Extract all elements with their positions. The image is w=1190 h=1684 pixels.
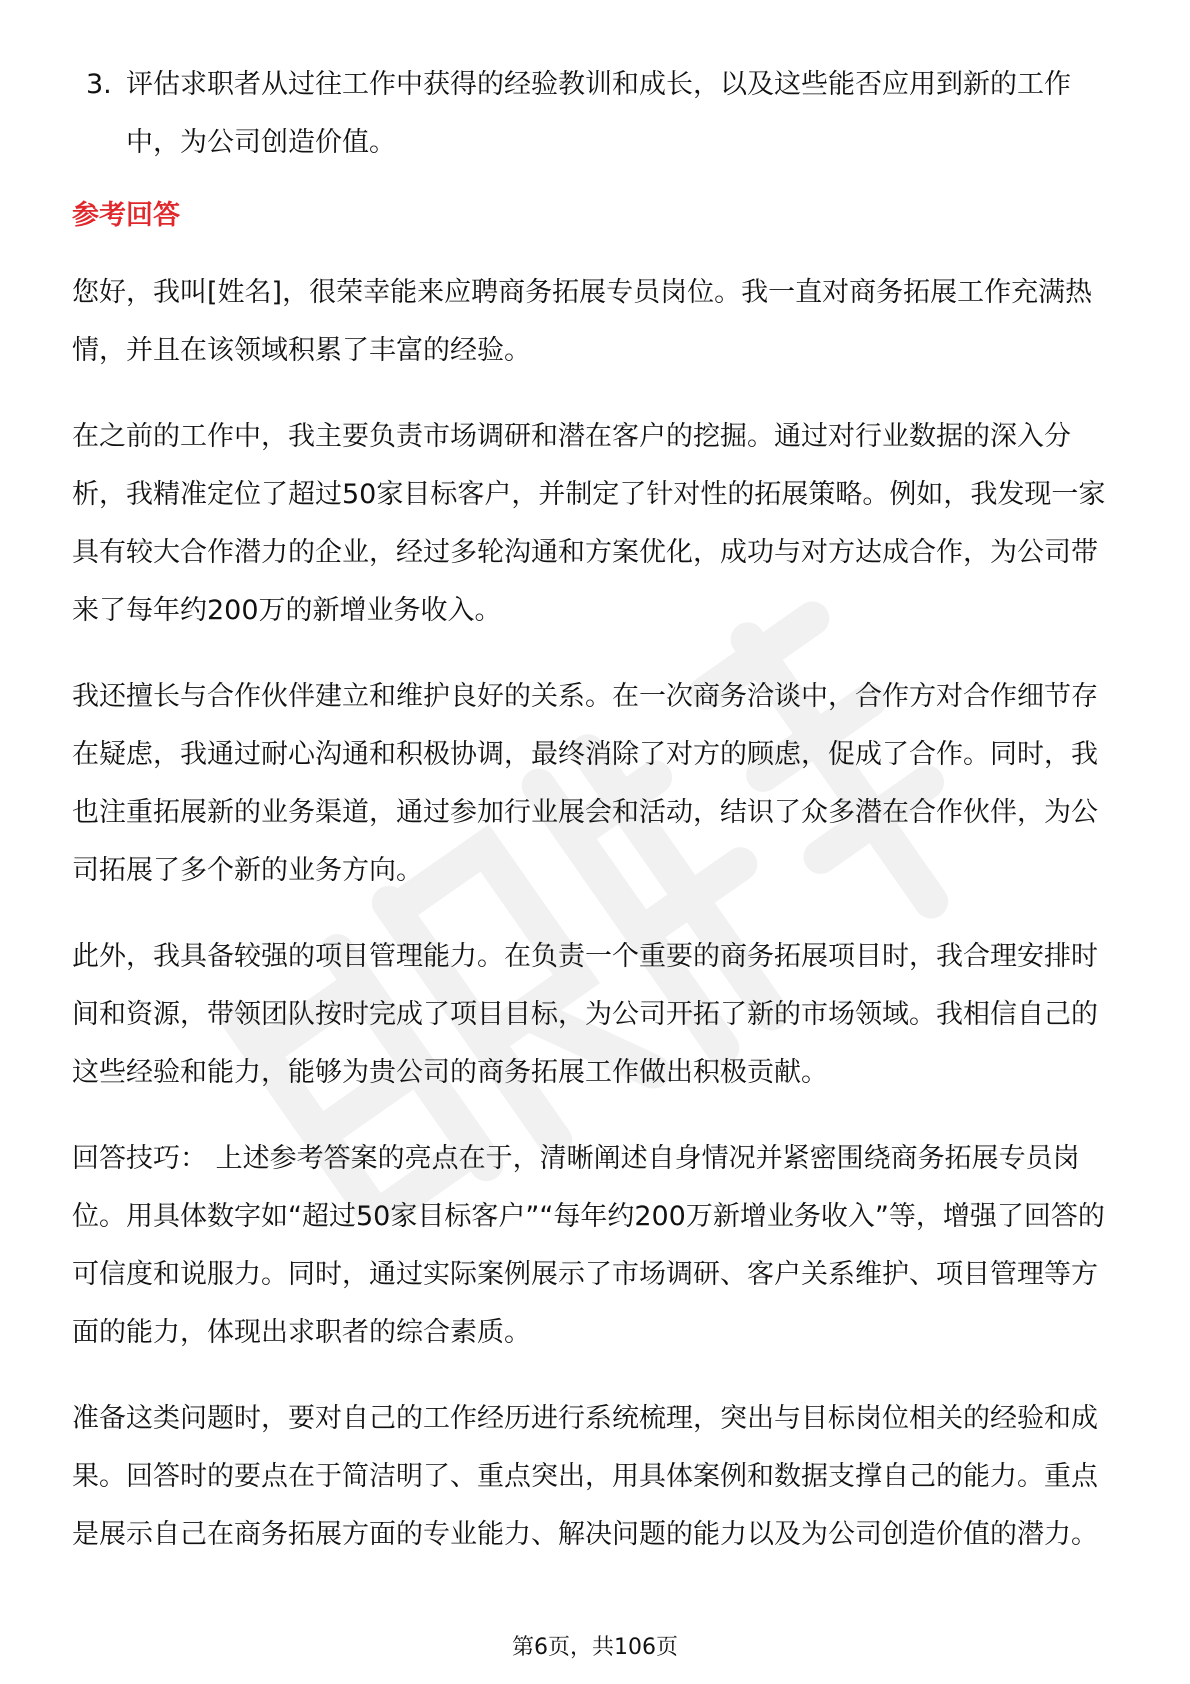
answer-heading: 参考回答 <box>72 200 180 231</box>
paragraph-answer-tips: 回答技巧： 上述参考答案的亮点在于，清晰阐述自身情况并紧密围绕商务拓展专员岗位。用具体数字如“超过50家目标客户”“每年约200万新增业务收入”等，增强了回答的可信度和说服力。同时，通过实际案例展示了市场调研、客户关系维护、项目管理等方面的能力，体现出求职者的综合素质。 <box>72 1143 1105 1348</box>
paragraph-experience: 在之前的工作中，我主要负责市场调研和潜在客户的挖掘。通过对行业数据的深入分析，我精准定位了超过50家目标客户，并制定了针对性的拓展策略。例如，我发现一家具有较大合作潜力的企业，经过多轮沟通和方案优化，成功与对方达成合作，为公司带来了每年约200万的新增业务收入。 <box>72 421 1106 626</box>
document-content <box>72 56 1122 1592</box>
paragraph-preparation: 准备这类问题时，要对自己的工作经历进行系统梳理，突出与目标岗位相关的经验和成果。回答时的要点在于简洁明了、重点突出，用具体案例和数据支撑自己的能力。重点是展示自己在商务拓展方面的专业能力、解决问题的能力以及为公司创造价值的潜力。 <box>72 1403 1098 1550</box>
list-item-3 <box>72 56 1122 172</box>
paragraph-project-management: 此外，我具备较强的项目管理能力。在负责一个重要的商务拓展项目时，我合理安排时间和资源，带领团队按时完成了项目目标，为公司开拓了新的市场领域。我相信自己的这些经验和能力，能够为贵公司的商务拓展工作做出积极贡献。 <box>72 941 1098 1088</box>
list-number: 3. <box>86 69 112 100</box>
list-item-text: 评估求职者从过往工作中获得的经验教训和成长，以及这些能否应用到新的工作中，为公司创造价值。 <box>126 69 1071 158</box>
page-footer: 第6页，共106页 <box>512 1635 678 1660</box>
paragraph-relationships: 我还擅长与合作伙伴建立和维护良好的关系。在一次商务洽谈中，合作方对合作细节存在疑虑，我通过耐心沟通和积极协调，最终消除了对方的顾虑，促成了合作。同时，我也注重拓展新的业务渠道，通过参加行业展会和活动，结识了众多潜在合作伙伴，为公司拓展了多个新的业务方向。 <box>72 681 1098 886</box>
paragraph-intro: 您好，我叫[姓名]，很荣幸能来应聘商务拓展专员岗位。我一直对商务拓展工作充满热情，并且在该领域积累了丰富的经验。 <box>72 277 1093 366</box>
